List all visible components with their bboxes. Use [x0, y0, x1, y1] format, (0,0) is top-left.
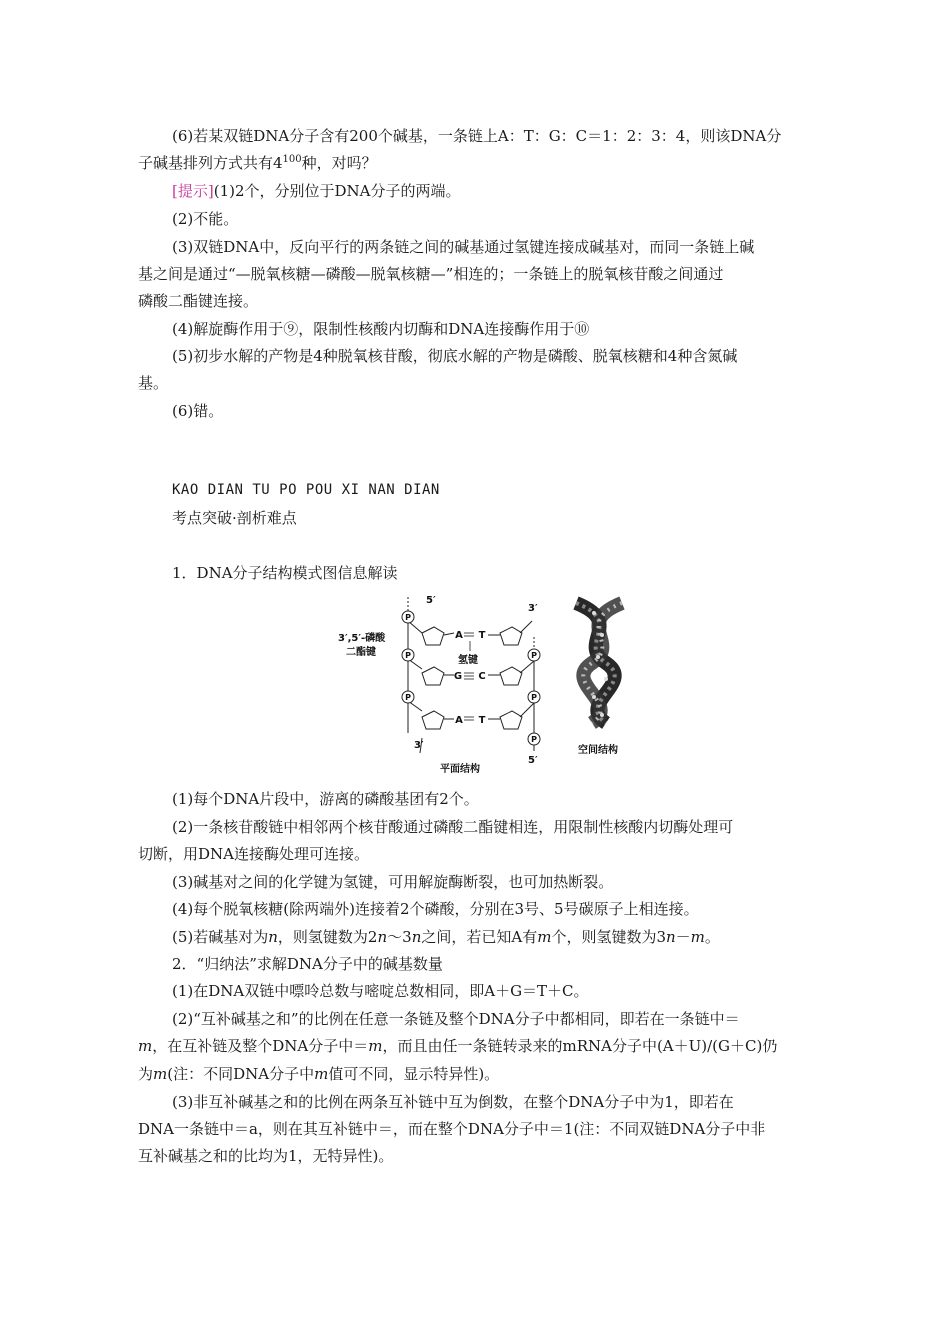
- deoxyribose-shape: [422, 711, 444, 729]
- point2-item-3-line-2: DNA一条链中＝a，则在其互补链中＝，而在整个DNA分子中＝1(注：不同双链DNA分子中非: [138, 1120, 766, 1138]
- q6-text: 子碱基排列方式共有4: [138, 154, 283, 172]
- dna-structure-figure: [336, 593, 646, 777]
- variable-n: n: [377, 928, 388, 946]
- text: 个，则氢键数为3: [551, 928, 666, 946]
- phosphate-label: P: [531, 735, 537, 744]
- text: 。: [704, 928, 720, 946]
- left-strand: [408, 595, 454, 753]
- section-pinyin: KAO DIAN TU PO POU XI NAN DIAN: [172, 482, 440, 498]
- deoxyribose-shape: [500, 667, 522, 685]
- variable-n: n: [268, 928, 278, 946]
- variable-m: m: [153, 1065, 168, 1083]
- hydrogen-bonds: [464, 633, 474, 720]
- variable-n: n: [665, 928, 676, 946]
- point1-item-3: (3)碱基对之间的化学键为氢键，可用解旋酶断裂，也可加热断裂。: [172, 873, 614, 891]
- plane-structure-caption: 平面结构: [440, 764, 480, 775]
- q6-exponent: 100: [282, 154, 302, 165]
- phosphate-label: P: [531, 693, 537, 702]
- phosphate-label: P: [405, 613, 411, 622]
- hint-answer-5-line-2: 基。: [138, 374, 169, 392]
- five-prime-top-label: 5′: [426, 595, 436, 606]
- point1-item-2-line-1: (2)一条核苷酸链中相邻两个核苷酸通过磷酸二酯键相连，用限制性核酸内切酶处理可: [172, 818, 734, 836]
- point2-item-3-line-1: (3)非互补碱基之和的比例在两条互补链中互为倒数，在整个DNA分子中为1，即若在: [172, 1093, 734, 1111]
- text: ，而且由任一条链转录来的mRNA分子中(A＋U)/(G＋C)仍: [382, 1037, 778, 1055]
- text: ～3: [387, 928, 412, 946]
- base-label: A: [455, 630, 463, 641]
- phosphodiester-label-line-2: 二酯键: [346, 647, 376, 658]
- hint-answer-3-line-3: 磷酸二酯键连接。: [138, 292, 259, 310]
- variable-m: m: [368, 1037, 383, 1055]
- text: ，则氢键数为2: [277, 928, 378, 946]
- text: 为: [138, 1065, 154, 1083]
- base-label: T: [478, 715, 486, 726]
- five-prime-bottom-label: 5′: [528, 755, 538, 766]
- variable-m: m: [138, 1037, 153, 1055]
- hint-answer-3-line-2: 基之间是通过“—脱氧核糖—磷酸—脱氧核糖—”相连的；一条链上的脱氧核苷酸之间通过: [138, 265, 724, 283]
- double-helix-image: [576, 603, 622, 723]
- variable-m: m: [314, 1065, 329, 1083]
- deoxyribose-shape: [422, 667, 444, 685]
- variable-m: m: [537, 928, 552, 946]
- phosphate-label: P: [405, 693, 411, 702]
- q6-line-1: (6)若某双链DNA分子含有200个碱基，一条链上A：T：G：C＝1：2：3：4，则该DNA分: [172, 127, 782, 145]
- variable-m: m: [690, 928, 705, 946]
- point2-item-2-line-3: [138, 1064, 499, 1084]
- text: 值可不同，显示特异性)。: [328, 1065, 500, 1083]
- q6-text-end: 种，对吗？: [301, 154, 377, 172]
- point1-item-2-line-2: 切断，用DNA连接酶处理可连接。: [138, 845, 369, 863]
- text: ，在互补链及整个DNA分子中＝: [152, 1037, 369, 1055]
- space-structure-caption: 空间结构: [578, 745, 618, 756]
- deoxyribose-shape: [500, 627, 522, 645]
- deoxyribose-shape: [500, 711, 522, 729]
- hint-answer-1-text: (1)2个，分别位于DNA分子的两端。: [213, 182, 461, 200]
- text: 之间，若已知A有: [421, 928, 538, 946]
- hydrogen-bond-label: 氢键: [458, 655, 478, 666]
- point1-heading: 1．DNA分子结构模式图信息解读: [172, 564, 398, 582]
- base-label: G: [453, 671, 463, 682]
- hint-answer-3-line-1: (3)双链DNA中，反向平行的两条链之间的碱基通过氢键连接成碱基对，而同一条链上碱: [172, 238, 755, 256]
- point2-heading: 2．“归纳法”求解DNA分子中的碱基数量: [172, 955, 443, 973]
- hint-answer-4: (4)解旋酶作用于⑨，限制性核酸内切酶和DNA连接酶作用于⑩: [172, 320, 590, 338]
- q6-line-2: [138, 153, 377, 173]
- point2-item-2-line-2: [138, 1036, 777, 1056]
- point1-item-1: (1)每个DNA片段中，游离的磷酸基团有2个。: [172, 790, 479, 808]
- point2-item-1: (1)在DNA双链中嘌呤总数与嘧啶总数相同，即A＋G＝T＋C。: [172, 982, 589, 1000]
- three-prime-top-label: 3′: [528, 603, 538, 614]
- point1-item-5: [172, 927, 720, 947]
- point2-item-3-line-3: 互补碱基之和的比均为1，无特异性)。: [138, 1147, 394, 1165]
- text: －: [675, 928, 691, 946]
- hint-label: [提示]: [172, 182, 214, 200]
- phosphate-label: P: [531, 651, 537, 660]
- phosphodiester-label-line-1: 3′,5′-磷酸: [338, 633, 386, 644]
- text: (5)若碱基对为: [172, 928, 269, 946]
- base-label: T: [478, 630, 486, 641]
- deoxyribose-shape: [422, 627, 444, 645]
- base-label: A: [455, 715, 463, 726]
- base-label: C: [478, 671, 486, 682]
- point1-item-4: (4)每个脱氧核糖(除两端外)连接着2个磷酸，分别在3号、5号碳原子上相连接。: [172, 900, 699, 918]
- hint-answer-6: (6)错。: [172, 402, 224, 420]
- point2-item-2-line-1: (2)“互补碱基之和”的比例在任意一条链及整个DNA分子中都相同，即若在一条链中＝: [172, 1010, 740, 1028]
- hint-answer-5-line-1: (5)初步水解的产物是4种脱氧核苷酸，彻底水解的产物是磷酸、脱氧核糖和4种含氮碱: [172, 347, 738, 365]
- variable-n: n: [411, 928, 422, 946]
- phosphate-label: P: [405, 651, 411, 660]
- hint-answer-1: [172, 181, 461, 201]
- right-strand: [488, 621, 534, 751]
- section-title: 考点突破·剖析难点: [172, 509, 297, 527]
- three-prime-bottom-label: 3′: [414, 740, 424, 751]
- hint-answer-2: (2)不能。: [172, 210, 239, 228]
- text: (注：不同DNA分子中: [167, 1065, 315, 1083]
